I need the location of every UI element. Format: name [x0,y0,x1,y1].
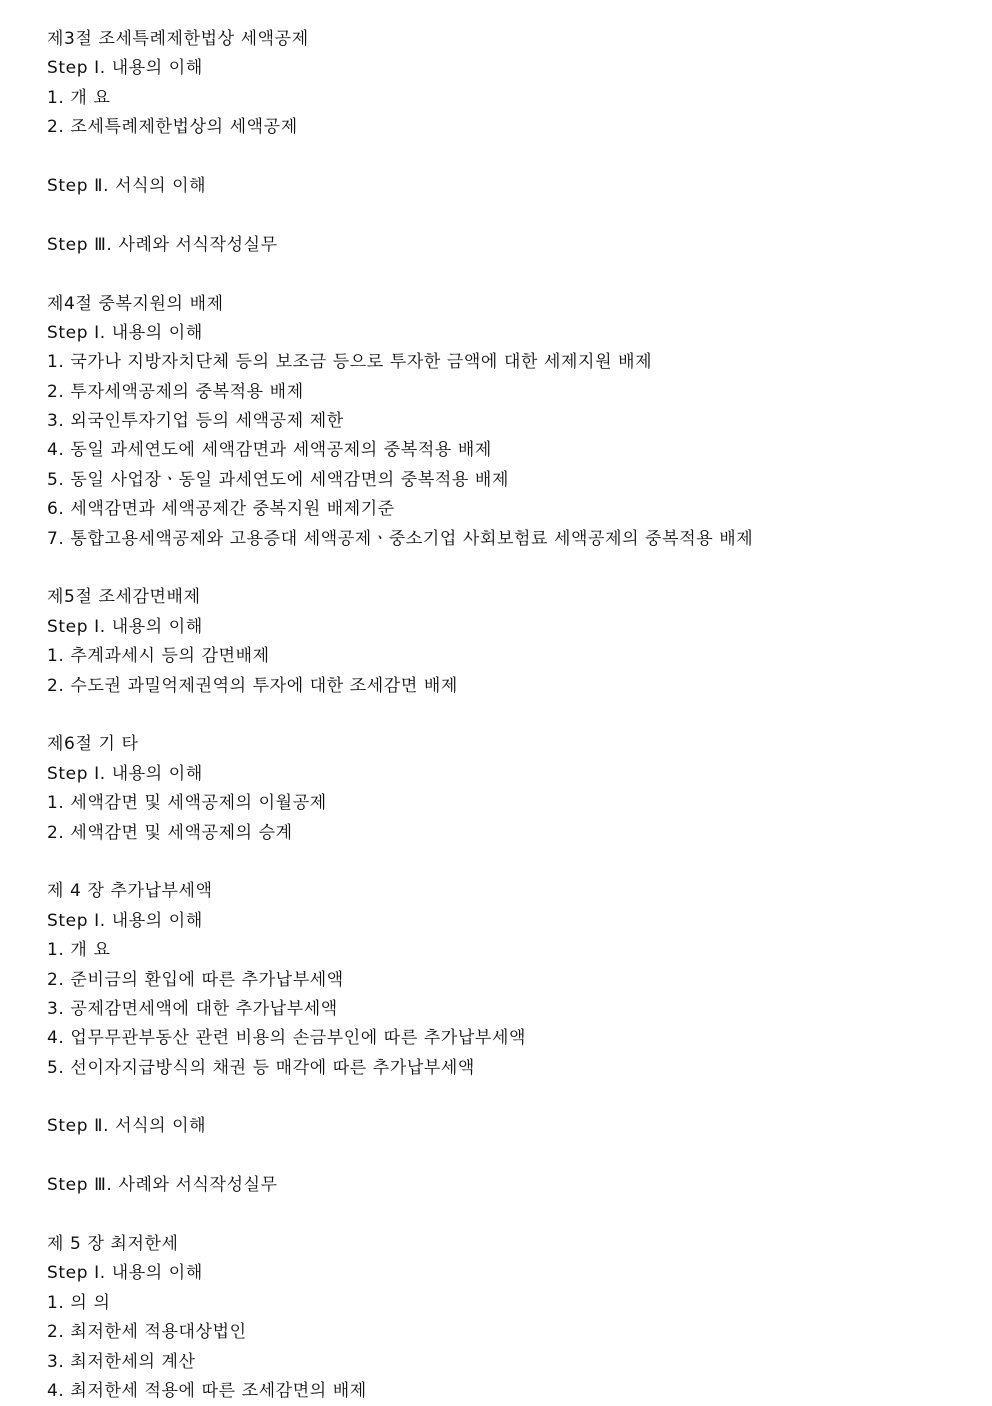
toc-item: 3. 최저한세의 계산 [47,1351,196,1372]
step-heading: Step Ⅲ. 사례와 서식작성실무 [47,234,278,255]
step-heading: Step Ⅰ. 내용의 이해 [47,322,203,343]
toc-item: 1. 국가나 지방자치단체 등의 보조금 등으로 투자한 금액에 대한 세제지원 배제 [47,352,653,373]
step-heading: Step Ⅰ. 내용의 이해 [47,58,203,79]
section-heading: 제6절 기 타 [47,734,139,755]
toc-item: 2. 조세특례제한법상의 세액공제 [47,117,298,138]
section-heading: 제4절 중복지원의 배제 [47,293,224,314]
section-heading: 제3절 조세특례제한법상 세액공제 [47,29,309,49]
toc-item: 2. 투자세액공제의 중복적용 배제 [47,381,304,402]
blank-line [47,1142,967,1171]
blank-line [47,201,967,230]
toc-item: 7. 통합고용세액공제와 고용증대 세액공제ㆍ중소기업 사회보험료 세액공제의 중복적용 배제 [47,528,754,549]
toc-item: 2. 준비금의 환입에 따른 추가납부세액 [47,969,344,990]
toc-item: 4. 최저한세 적용에 따른 조세감면의 배제 [47,1380,367,1401]
toc-item: 1. 개 요 [47,940,111,961]
section-heading: 제 5 장 최저한세 [47,1234,179,1255]
toc-item: 1. 추계과세시 등의 감면배제 [47,646,270,667]
toc-item: 2. 세액감면 및 세액공제의 승계 [47,822,293,843]
blank-line [47,260,967,289]
toc-item: 1. 세액감면 및 세액공제의 이월공제 [47,793,327,814]
blank-line [47,848,967,877]
toc-item: 4. 동일 과세연도에 세액감면과 세액공제의 중복적용 배제 [47,440,492,461]
toc-item: 2. 최저한세 적용대상법인 [47,1322,247,1343]
blank-line [47,1083,967,1112]
document-body [47,25,967,1406]
section-heading: 제 4 장 추가납부세액 [47,881,213,902]
step-heading: Step Ⅰ. 내용의 이해 [47,763,203,784]
section-heading: 제5절 조세감면배제 [47,587,201,608]
step-heading: Step Ⅰ. 내용의 이해 [47,910,203,931]
toc-item: 6. 세액감면과 세액공제간 중복지원 배제기준 [47,499,395,520]
toc-item: 1. 개 요 [47,87,111,108]
step-heading: Step Ⅱ. 서식의 이해 [47,1116,207,1137]
toc-item: 5. 선이자지급방식의 채권 등 매각에 따른 추가납부세액 [47,1057,475,1078]
blank-line [47,701,967,730]
toc-item: 3. 외국인투자기업 등의 세액공제 제한 [47,411,344,432]
step-heading: Step Ⅲ. 사례와 서식작성실무 [47,1175,278,1196]
blank-line [47,554,967,583]
step-heading: Step Ⅰ. 내용의 이해 [47,616,203,637]
toc-item: 1. 의 의 [47,1292,111,1313]
step-heading: Step Ⅱ. 서식의 이해 [47,175,207,196]
toc-item: 2. 수도권 과밀억제권역의 투자에 대한 조세감면 배제 [47,675,458,696]
toc-item: 4. 업무무관부동산 관련 비용의 손금부인에 따른 추가납부세액 [47,1028,526,1049]
toc-item: 3. 공제감면세액에 대한 추가납부세액 [47,998,338,1019]
toc-item: 5. 동일 사업장ㆍ동일 과세연도에 세액감면의 중복적용 배제 [47,469,509,490]
blank-line [47,143,967,172]
step-heading: Step Ⅰ. 내용의 이해 [47,1263,203,1284]
blank-line [47,1201,967,1230]
